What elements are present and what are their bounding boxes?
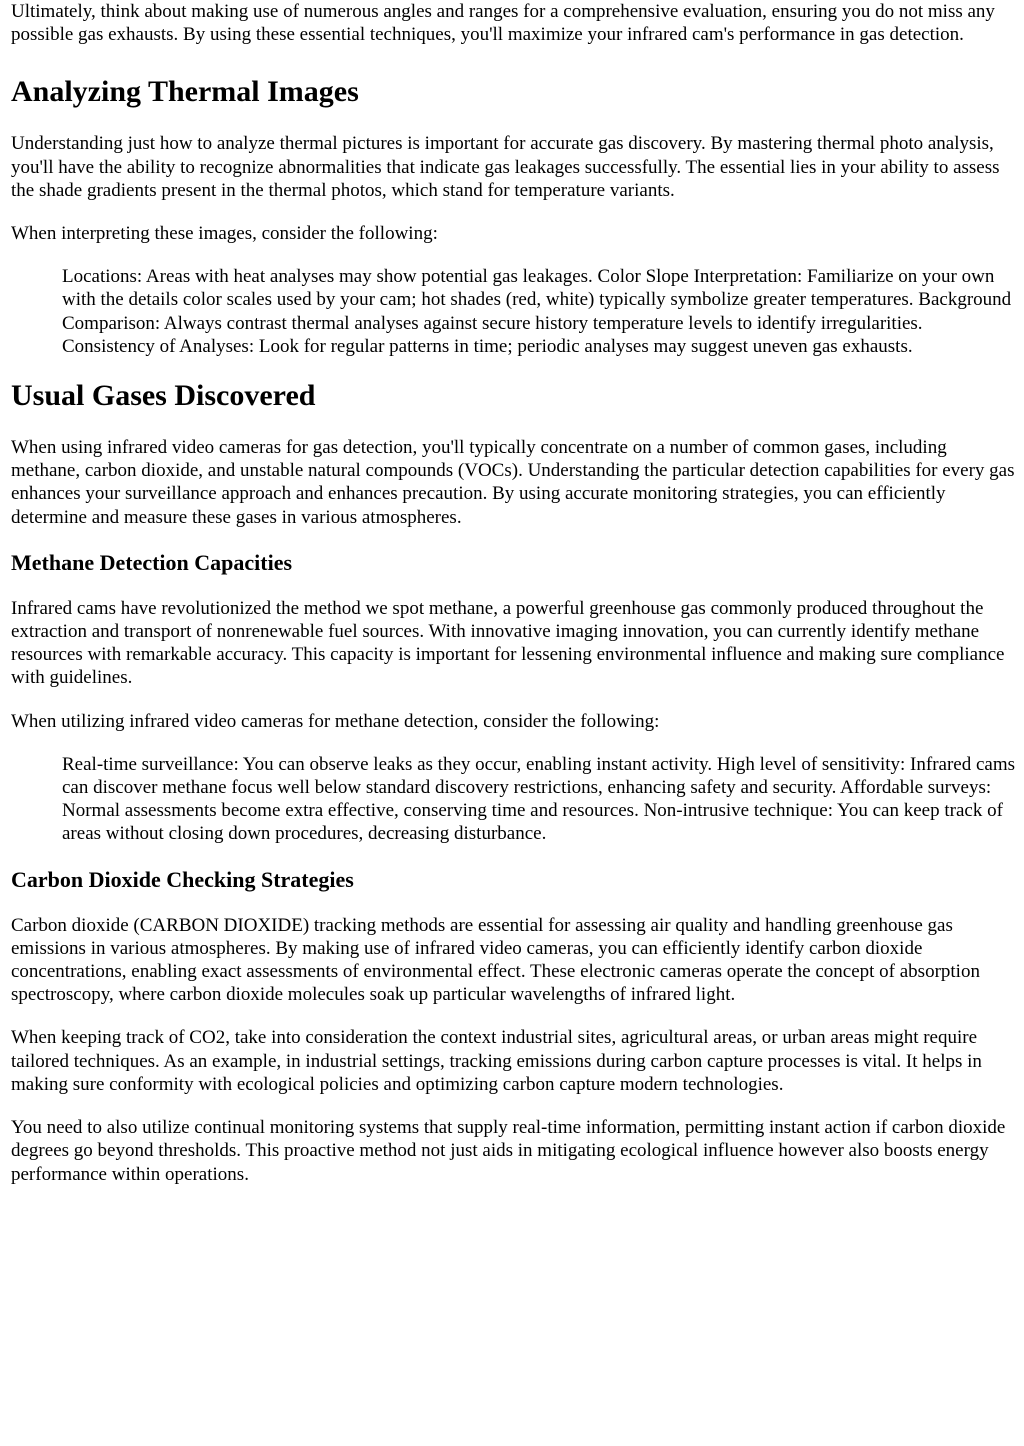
methane-paragraph-1: Infrared cams have revolutionized the method we spot methane, a powerful greenhouse gas commonly produced throughout the extraction and transport of nonrenewable fuel sources. With innovative imaging innovation, you can currently identify methane resources with remarkable accuracy. This capacity is important for lessening environmental influence and making sure compliance with guidelines. xyxy=(11,597,1005,689)
intro-paragraph: Ultimately, think about making use of numerous angles and ranges for a comprehensive evaluation, ensuring you do not miss any possible gas exhausts. By using these essential techniques, you'll maximize your infrared cam's performance in gas detection. xyxy=(11,1,995,46)
carbon-paragraph-1: Carbon dioxide (CARBON DIOXIDE) tracking methods are essential for assessing air quality and handling greenhouse gas emissions in various atmospheres. By making use of infrared video cameras, you can efficiently identify carbon dioxide concentrations, enabling exact assessments of environmental effect. These electronic cameras operate the concept of absorption spectroscopy, where carbon dioxide molecules soak up particular wavelengths of infrared light. xyxy=(11,914,980,1006)
carbon-paragraph-2: When keeping track of CO2, take into consideration the context industrial sites, agricultural areas, or urban areas might require tailored techniques. As an example, in industrial settings, tracking emissions during carbon capture processes is vital. It helps in making sure conformity with ecological policies and optimizing carbon capture modern technologies. xyxy=(11,1027,982,1095)
section-heading-gases: Usual Gases Discovered xyxy=(11,379,316,413)
carbon-paragraph-3: You need to also utilize continual monitoring systems that supply real-time information, permitting instant action if carbon dioxide degrees go beyond thresholds. This proactive method not just aids in mitigating ecological influence however also boosts energy performance within operations. xyxy=(11,1117,1006,1185)
methane-paragraph-2: When utilizing infrared video cameras for methane detection, consider the following: xyxy=(11,710,660,732)
analyzing-quote: Locations: Areas with heat analyses may show potential gas leakages. Color Slope Interpretation: Familiarize on your own with the details color scales used by your cam; hot shades (red, white) typically symbolize greater temperatures. Background Comparison: Always contrast thermal analyses against secure history temperature levels to identify irregularities. Consistency of Analyses: Look for regular patterns in time; periodic analyses may suggest uneven gas exhausts. xyxy=(62,266,1012,357)
analyzing-paragraph-1: Understanding just how to analyze thermal pictures is important for accurate gas discovery. By mastering thermal photo analysis, you'll have the ability to recognize abnormalities that indicate gas leakages successfully. The essential lies in your ability to assess the shade gradients present in the thermal photos, which stand for temperature variants. xyxy=(11,133,1000,201)
subsection-heading-methane: Methane Detection Capacities xyxy=(11,549,293,575)
subsection-heading-carbon: Carbon Dioxide Checking Strategies xyxy=(11,866,354,892)
gases-paragraph: When using infrared video cameras for gas detection, you'll typically concentrate on a number of common gases, including methane, carbon dioxide, and unstable natural compounds (VOCs). Understanding the particular detection capabilities for every gas enhances your surveillance approach and enhances precaution. By using accurate monitoring strategies, you can efficiently determine and measure these gases in various atmospheres. xyxy=(11,437,1015,528)
methane-quote: Real-time surveillance: You can observe leaks as they occur, enabling instant activity. High level of sensitivity: Infrared cams can discover methane focus well below standard discovery restrictions, enhancing safety and security. Affordable surveys: Normal assessments become extra effective, conserving time and resources. Non-intrusive technique: You can keep track of areas without closing down procedures, decreasing disturbance. xyxy=(62,753,1016,845)
section-heading-analyzing: Analyzing Thermal Images xyxy=(11,75,359,109)
analyzing-paragraph-2: When interpreting these images, consider the following: xyxy=(11,223,438,245)
